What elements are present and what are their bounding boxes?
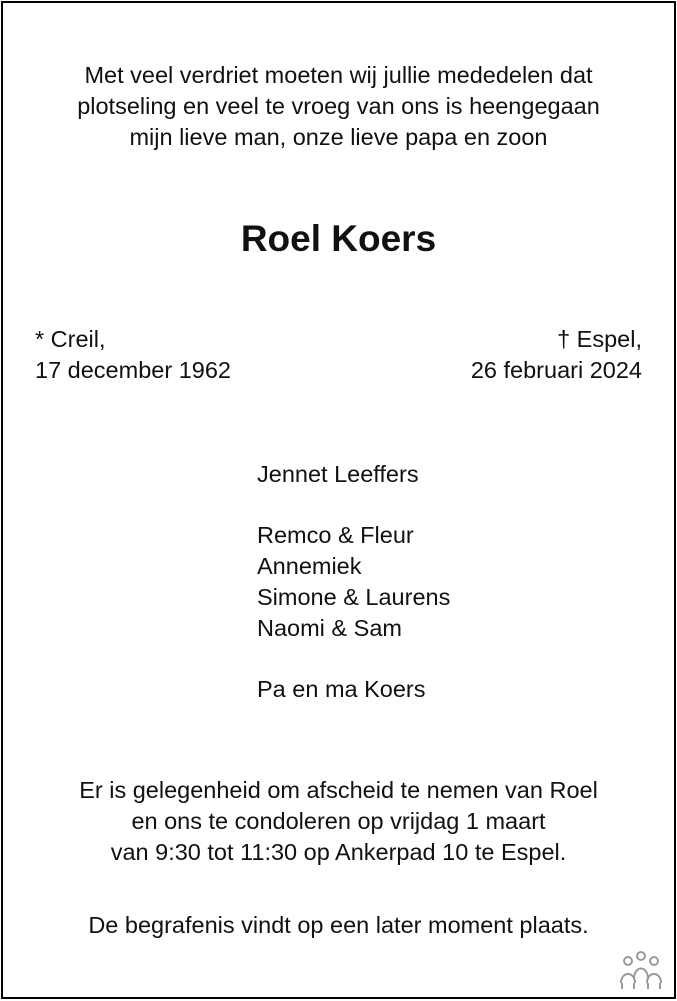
service-info — [3, 775, 674, 868]
service-line: van 9:30 tot 11:30 op Ankerpad 10 te Espel. — [110, 839, 567, 865]
death-place: † Espel, — [557, 326, 642, 352]
deceased-name: Roel Koers — [240, 218, 437, 259]
service-line: Er is gelegenheid om afscheid te nemen van Roel — [79, 777, 598, 803]
intro-text — [3, 60, 674, 153]
service-line: en ons te condoleren op vrijdag 1 maart — [131, 808, 546, 834]
burial-note: De begrafenis vindt op een later moment plaats. — [88, 912, 589, 938]
child-name: Naomi & Sam — [257, 615, 402, 641]
intro-line: plotseling en veel te vroeg van ons is heengegaan — [77, 93, 600, 119]
death-notice-card — [1, 1, 676, 999]
birth-date: 17 december 1962 — [35, 357, 231, 383]
child-name: Remco & Fleur — [257, 522, 414, 548]
death-date: 26 februari 2024 — [470, 357, 642, 383]
spouse-name: Jennet Leeffers — [257, 461, 419, 487]
parents-name: Pa en ma Koers — [257, 676, 426, 702]
child-name: Simone & Laurens — [257, 584, 451, 610]
intro-line: Met veel verdriet moeten wij jullie mededelen dat — [84, 62, 593, 88]
child-name: Annemiek — [257, 553, 362, 579]
family-list — [257, 459, 450, 705]
intro-line: mijn lieve man, onze lieve papa en zoon — [129, 124, 548, 150]
birth-info — [35, 324, 231, 386]
people-group-icon — [616, 949, 666, 991]
birth-place: * Creil, — [35, 326, 106, 352]
death-info — [471, 324, 642, 386]
